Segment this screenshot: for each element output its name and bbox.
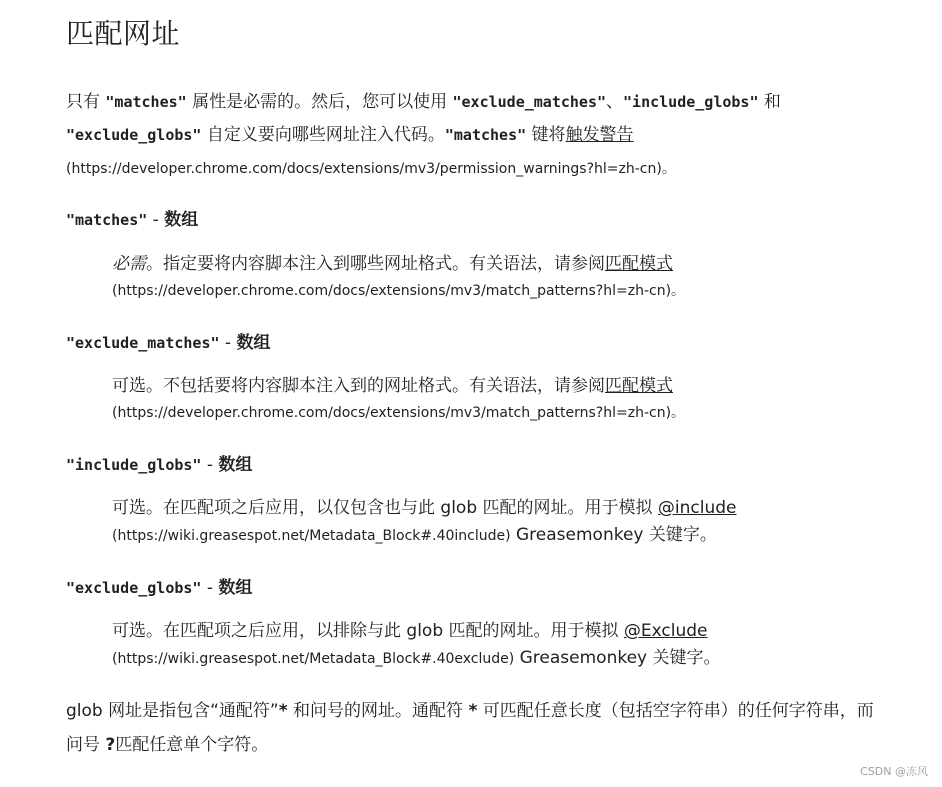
- term-key: "exclude_matches": [66, 334, 220, 352]
- term-exclude-globs: [66, 573, 252, 598]
- exclude-url-line: [112, 645, 872, 672]
- code-matches: "matches": [444, 126, 527, 144]
- include-url: (https://wiki.greasespot.net/Metadata_Block#.40include): [112, 528, 511, 544]
- intro-paragraph: [66, 86, 876, 185]
- definition-tail: Greasemonkey 关键字。: [514, 648, 721, 668]
- definition-text: 可选。在匹配项之后应用，以排除与此 glob 匹配的网址。用于模拟: [112, 621, 624, 641]
- permission-warnings-url: (https://developer.chrome.com/docs/extensions/mv3/permission_warnings?hl=zh-cn)。: [66, 161, 676, 177]
- exclude-url: (https://wiki.greasespot.net/Metadata_Block#.40exclude): [112, 651, 515, 667]
- term-key: "matches": [66, 211, 148, 229]
- definition-exclude-globs: [112, 617, 872, 672]
- term-key: "exclude_globs": [66, 579, 202, 597]
- term-type: 数组: [218, 578, 253, 598]
- term-include-globs: [66, 450, 252, 475]
- intro-text: 、: [606, 92, 624, 112]
- page-title: 匹配网址: [66, 17, 181, 50]
- outro-text: 匹配任意单个字符。: [115, 735, 269, 755]
- definition-include-globs: [112, 494, 872, 549]
- definition-tail: Greasemonkey 关键字。: [510, 525, 717, 545]
- definition-exclude-matches: [112, 372, 872, 426]
- definition-text: 可选。不包括要将内容脚本注入到的网址格式。有关语法，请参阅: [112, 376, 605, 396]
- include-link[interactable]: @include: [657, 498, 737, 518]
- outro-text: 和问号的网址。通配符: [287, 701, 469, 721]
- code-exclude-matches: "exclude_matches": [452, 93, 607, 111]
- intro-text: 只有: [66, 92, 106, 112]
- term-key: "include_globs": [66, 456, 202, 474]
- term-type: 数组: [218, 455, 253, 475]
- term-sep: -: [219, 333, 237, 353]
- definition-text: 。指定要将内容脚本注入到哪些网址格式。有关语法，请参阅: [146, 254, 605, 274]
- watermark: CSDN @冻风: [860, 765, 928, 778]
- required-label: 必需: [112, 254, 146, 274]
- term-type: 数组: [236, 333, 271, 353]
- term-type: 数组: [164, 210, 199, 230]
- term-sep: -: [147, 210, 165, 230]
- code-exclude-globs: "exclude_globs": [66, 126, 202, 144]
- code-matches: "matches": [105, 93, 187, 111]
- term-sep: -: [201, 455, 219, 475]
- intro-text: 属性是必需的。然后，您可以使用: [186, 92, 453, 112]
- intro-text: 自定义要向哪些网址注入代码。: [201, 125, 445, 145]
- match-patterns-link[interactable]: 匹配模式: [605, 376, 673, 396]
- outro-text: glob 网址是指包含“通配符”: [66, 701, 279, 721]
- match-patterns-url: (https://developer.chrome.com/docs/extensions/mv3/match_patterns?hl=zh-cn)。: [112, 405, 686, 421]
- intro-text: 和: [758, 92, 781, 112]
- term-sep: -: [201, 578, 219, 598]
- wildcard-star: *: [278, 701, 288, 721]
- match-patterns-link[interactable]: 匹配模式: [605, 254, 673, 274]
- exclude-link[interactable]: @Exclude: [623, 621, 708, 641]
- outro-paragraph: [66, 694, 876, 762]
- wildcard-question: ?: [105, 735, 116, 755]
- definition-matches: [112, 250, 872, 304]
- term-matches: [66, 205, 198, 230]
- definition-text: 可选。在匹配项之后应用，以仅包含也与此 glob 匹配的网址。用于模拟: [112, 498, 658, 518]
- outro-text: 可匹配任意长度（包括空字符串）的任何字符串，而问号: [66, 701, 874, 755]
- term-exclude-matches: [66, 328, 270, 353]
- intro-text: 键将: [526, 125, 566, 145]
- match-patterns-url: (https://developer.chrome.com/docs/extensions/mv3/match_patterns?hl=zh-cn)。: [112, 283, 686, 299]
- code-include-globs: "include_globs": [623, 93, 759, 111]
- include-url-line: [112, 522, 872, 549]
- permission-warnings-link[interactable]: 触发警告: [565, 125, 634, 145]
- wildcard-star: *: [468, 701, 478, 721]
